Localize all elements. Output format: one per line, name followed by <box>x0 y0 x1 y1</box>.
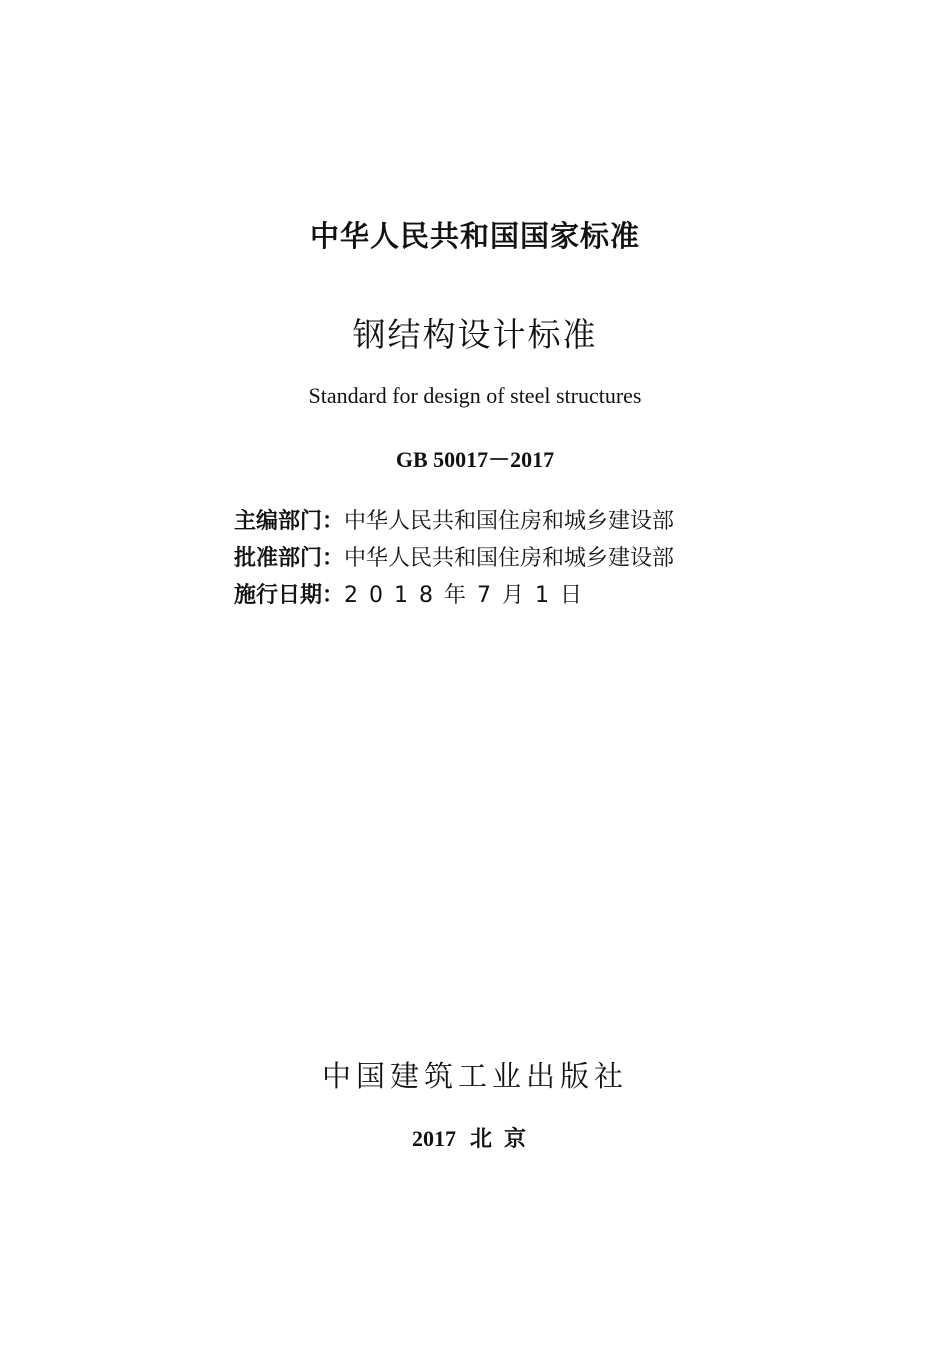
editor-value: 中华人民共和国住房和城乡建设部 <box>344 509 675 534</box>
editor-row <box>234 503 674 540</box>
approver-label: 批准部门： <box>234 546 345 571</box>
effective-date-value: 2018年7月1日 <box>344 583 593 608</box>
publication-place <box>0 1122 950 1153</box>
approver-row <box>234 540 674 577</box>
editor-label: 主编部门： <box>234 509 345 534</box>
effective-date-row <box>234 577 674 614</box>
effective-date-label: 施行日期： <box>234 583 345 608</box>
approver-value: 中华人民共和国住房和城乡建设部 <box>344 546 675 571</box>
publication-year: 2017 <box>411 1126 456 1151</box>
title-chinese: 钢结构设计标准 <box>352 315 598 354</box>
publisher-name: 中国建筑工业出版社 <box>321 1059 628 1093</box>
title-english: Standard for design of steel structures <box>308 383 642 408</box>
publication-city: 北京 <box>469 1127 538 1152</box>
standard-code: GB 50017－2017 <box>395 447 555 472</box>
issuing-info <box>234 503 674 614</box>
national-standard-label: 中华人民共和国国家标准 <box>309 219 640 253</box>
